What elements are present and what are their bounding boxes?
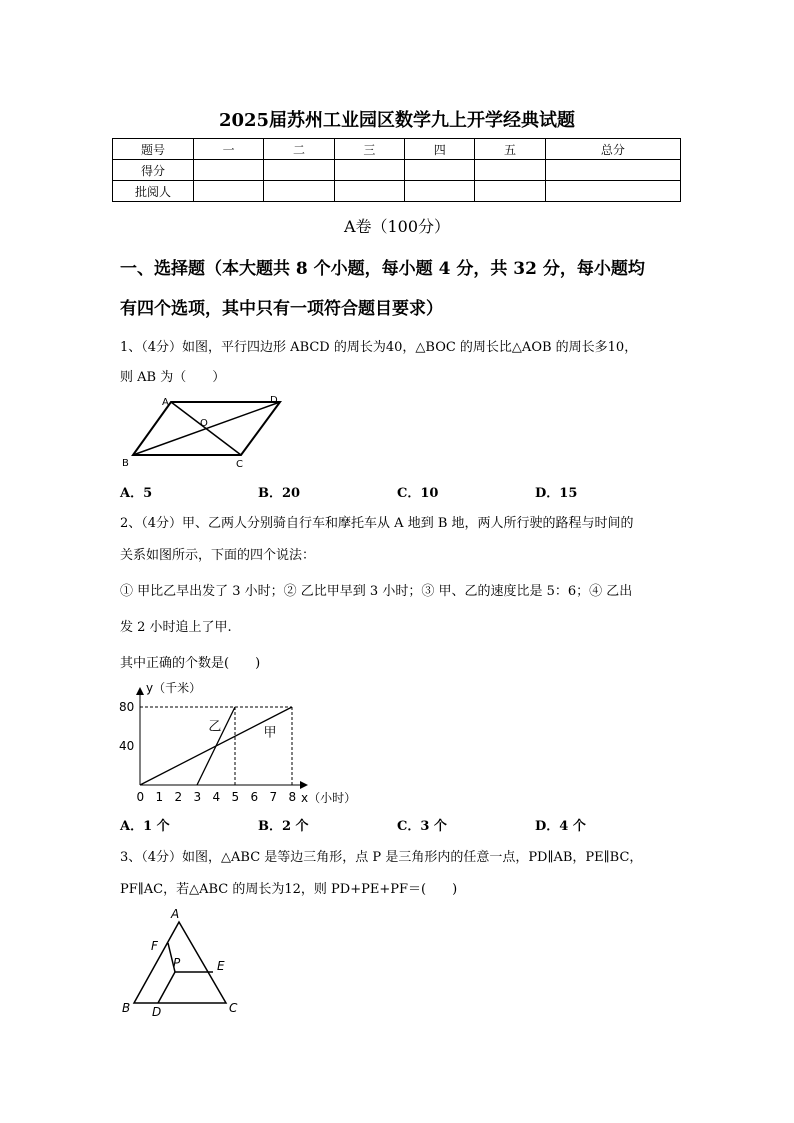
table-cell[interactable] [264, 181, 334, 202]
x-tick-label: 2 [174, 790, 183, 804]
table-cell[interactable] [334, 181, 404, 202]
table-cell[interactable] [405, 181, 475, 202]
table-cell[interactable] [194, 181, 264, 202]
section-heading: A卷（100分） [343, 217, 451, 236]
series-label-yi: 乙 [208, 719, 222, 735]
label-f: F [151, 939, 158, 953]
label-d: D [152, 1005, 162, 1019]
label-b: B [122, 1001, 131, 1015]
table-cell[interactable] [264, 160, 334, 181]
part-heading-line2: 有四个选项，其中只有一项符合题目要求） [120, 299, 443, 319]
series-label-jia: 甲 [263, 725, 277, 741]
q1-text-line1: 1、（4分）如图，平行四边形 ABCD 的周长为40，△BOC 的周长比△AOB 的周长多10， [120, 340, 638, 355]
x-tick-label: 6 [250, 790, 259, 804]
label-a: A [171, 907, 180, 921]
x-tick-label: 7 [269, 790, 278, 804]
q2-option-b[interactable]: B．2 个 [258, 819, 309, 834]
table-row [113, 139, 681, 160]
table-cell[interactable] [545, 160, 680, 181]
table-cell[interactable] [475, 181, 545, 202]
q2-option-a[interactable]: A．1 个 [120, 819, 170, 834]
label-c: C [229, 1001, 238, 1015]
score-table [112, 138, 681, 202]
label-e: E [217, 959, 225, 973]
q2-text-line3: ① 甲比乙早出发了 3 小时；② 乙比甲早到 3 小时；③ 甲、乙的速度比是 5：6；④ 乙出 [120, 584, 633, 599]
label-c: C [236, 459, 243, 470]
parallelogram-figure [118, 392, 288, 472]
label-o: O [200, 418, 208, 429]
label-a: A [162, 397, 169, 408]
q2-option-d[interactable]: D．4 个 [535, 819, 586, 834]
q1-option-c[interactable]: C．10 [397, 486, 439, 501]
q3-text-line2: PF∥AC，若△ABC 的周长为12，则 PD+PE+PF＝( ) [120, 882, 458, 897]
table-cell: 批阅人 [113, 181, 194, 202]
table-row [113, 181, 681, 202]
q1-option-a[interactable]: A．5 [120, 486, 153, 501]
table-cell[interactable] [194, 160, 264, 181]
y-axis-label: y（千米） [146, 681, 202, 695]
table-cell: 三 [334, 139, 404, 160]
table-cell[interactable] [475, 160, 545, 181]
part-heading-line1: 一、选择题（本大题共 8 个小题，每小题 4 分，共 32 分，每小题均 [120, 259, 645, 279]
x-tick-label: 0 [136, 790, 145, 804]
y-tick-label: 80 [119, 700, 135, 714]
q2-option-c[interactable]: C．3 个 [397, 819, 447, 834]
page-title: 2025届苏州工业园区数学九上开学经典试题 [218, 110, 576, 131]
table-cell: 四 [405, 139, 475, 160]
q1-text-line2: 则 AB 为（ ） [120, 370, 226, 385]
q3-text-line1: 3、（4分）如图，△ABC 是等边三角形，点 P 是三角形内的任意一点，PD∥AB，PE∥BC， [120, 850, 643, 865]
table-cell[interactable] [405, 160, 475, 181]
distance-time-chart [112, 676, 372, 810]
table-cell: 二 [264, 139, 334, 160]
segment-pd [158, 972, 175, 1003]
q1-option-d[interactable]: D．15 [535, 486, 578, 501]
table-cell: 题号 [113, 139, 194, 160]
y-tick-label: 40 [119, 739, 135, 753]
x-tick-label: 3 [193, 790, 202, 804]
x-axis-label: x（小时） [301, 791, 357, 805]
q1-option-b[interactable]: B．20 [258, 486, 301, 501]
q2-text-line1: 2、（4分）甲、乙两人分别骑自行车和摩托车从 A 地到 B 地，两人所行驶的路程与时间的 [120, 516, 634, 531]
q2-text-line2: 关系如图所示，下面的四个说法： [120, 548, 316, 563]
label-b: B [122, 458, 129, 469]
table-cell: 得分 [113, 160, 194, 181]
table-cell: 五 [475, 139, 545, 160]
label-d: D [270, 395, 278, 406]
x-tick-label: 8 [288, 790, 297, 804]
table-row [113, 160, 681, 181]
table-cell: 总分 [545, 139, 680, 160]
q2-text-line4: 发 2 小时追上了甲. [120, 620, 232, 635]
x-tick-label: 1 [155, 790, 164, 804]
x-tick-label: 4 [212, 790, 221, 804]
table-cell[interactable] [334, 160, 404, 181]
q2-text-line5: 其中正确的个数是( ) [120, 656, 261, 671]
label-p: P [173, 956, 181, 970]
x-tick-label: 5 [231, 790, 240, 804]
table-cell[interactable] [545, 181, 680, 202]
triangle-figure [116, 900, 256, 1024]
table-cell: 一 [194, 139, 264, 160]
